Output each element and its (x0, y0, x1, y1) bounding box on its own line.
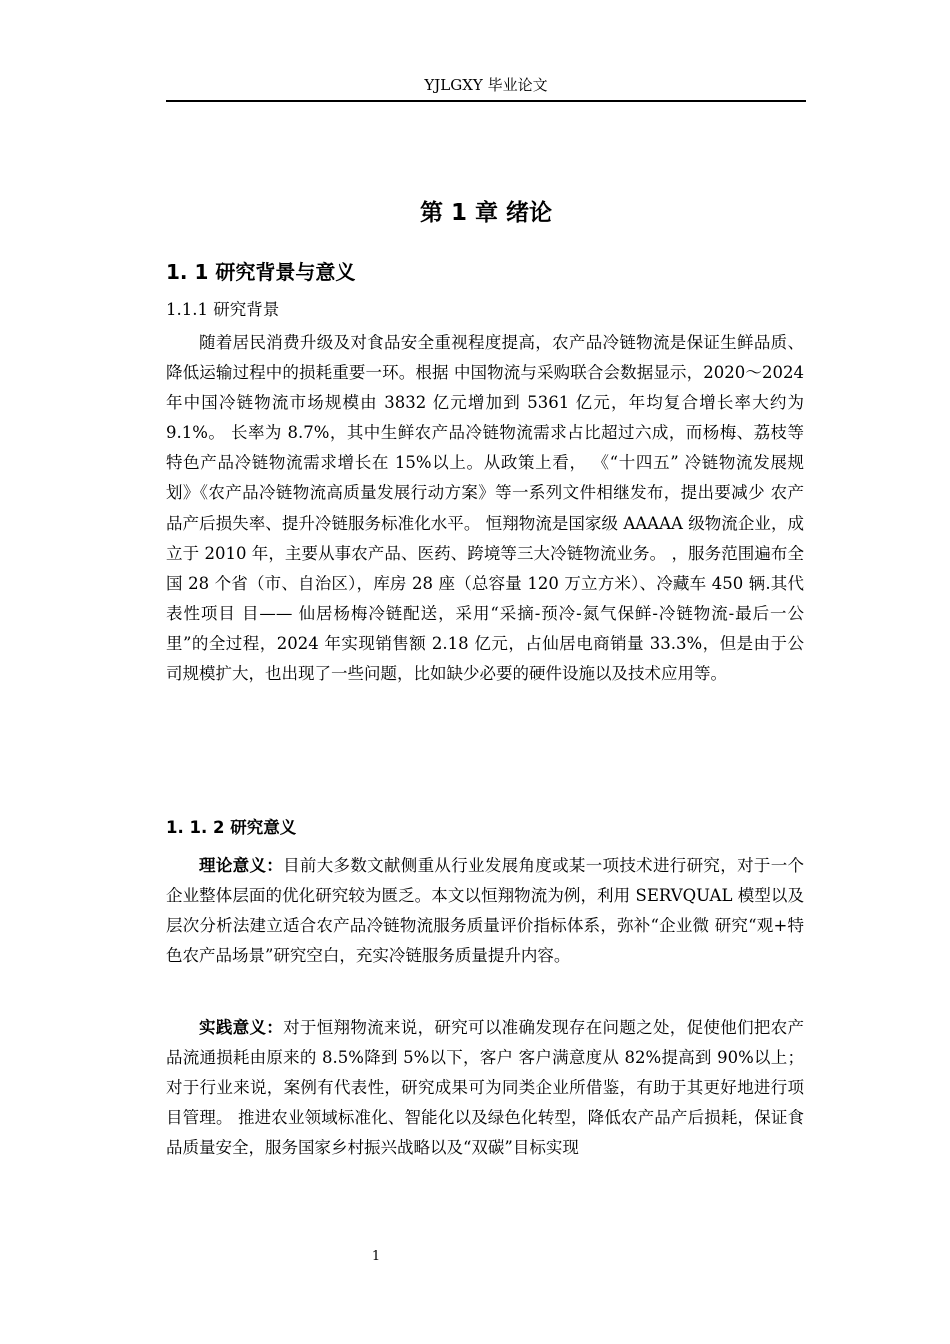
chapter-title: 第 1 章 绪论 (419, 200, 553, 226)
paragraph-theory (166, 851, 804, 971)
theory-label: 理论意义： (199, 856, 284, 875)
subsection-heading-background: 1.1.1 研究背景 (166, 300, 280, 319)
page-number: 1 (371, 1249, 381, 1264)
paragraph-practice (166, 1013, 804, 1163)
header-rule (166, 100, 806, 102)
practice-label: 实践意义： (199, 1018, 284, 1037)
paragraph-background: 随着居民消费升级及对食品安全重视程度提高，农产品冷链物流是保证生鲜品质、降低运输过程中的损耗重要一环。根据 中国物流与采购联合会数据显示，2020～2024 年中国冷链物流市场规模由 3832 亿元增加到 5361 亿元，年均复合增长率大约为 9.1%。 长率为 8.7%，其中生鲜农产品冷链物流需求占比超过六成，而杨梅、荔枝等特色产品冷链物流需求增长在 15%以上。从政策上看， 《“十四五” 冷链物流发展规划》《农产品冷链物流高质量发展行动方案》等一系列文件相继发布，提出要减少 农产品产后损失率、提升冷链服务标准化水平。 恒翔物流是国家级 AAAAA 级物流企业，成立于 2010 年，主要从事农产品、医药、跨境等三大冷链物流业务。 ，服务范围遍布全国 28 个省（市、自治区），库房 28 座（总容量 120 万立方米）、冷藏车 450 辆.其代表性项目 目—— 仙居杨梅冷链配送，采用“采摘-预冷-氮气保鲜-冷链物流-最后一公里”的全过程，2024 年实现销售额 2.18 亿元，占仙居电商销量 33.3%，但是由于公司规模扩大，也出现了一些问题，比如缺少必要的硬件设施以及技术应用等。 (166, 333, 804, 684)
section-heading: 1. 1 研究背景与意义 (166, 260, 356, 284)
subsection-heading-significance: 1. 1. 2 研究意义 (166, 818, 297, 837)
theory-text: 目前大多数文献侧重从行业发展角度或某一项技术进行研究，对于一个企业整体层面的优化研究较为匮乏。本文以恒翔物流为例，利用 SERVQUAL 模型以及层次分析法建立适合农产品冷链物流服务质量评价指标体系，弥补“企业微 研究“观+特色农产品场景”研究空白，充实冷链服务质量提升内容。 (166, 856, 805, 966)
practice-text: 对于恒翔物流来说，研究可以准确发现存在问题之处，促使他们把农产品流通损耗由原来的 8.5%降到 5%以下，客户 客户满意度从 82%提高到 90%以上；对于行业来说，案例有代表性，研究成果可为同类企业所借鉴，有助于其更好地进行项目管理。 推进农业领域标准化、智能化以及绿色化转型，降低农产品产后损耗，保证食品质量安全，服务国家乡村振兴战略以及“双碳”目标实现 (166, 1018, 805, 1158)
running-header: YJLGXY 毕业论文 (424, 76, 548, 94)
